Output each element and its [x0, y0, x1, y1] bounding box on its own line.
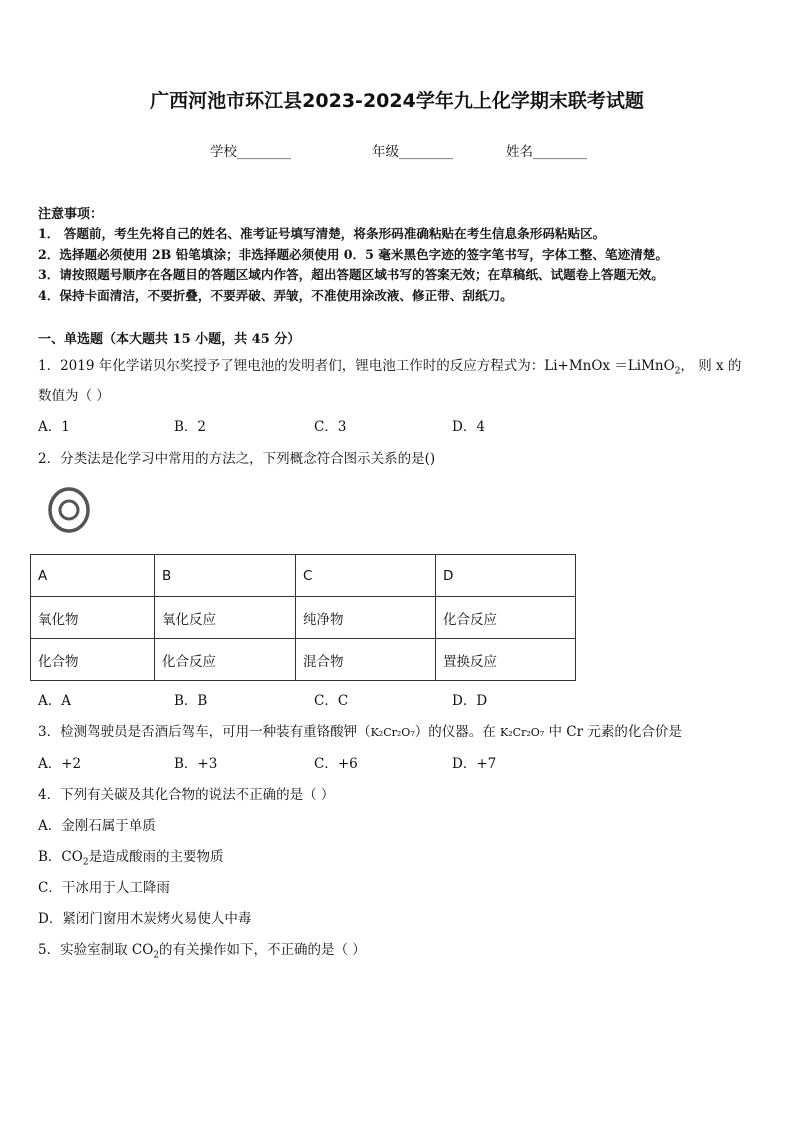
question-1-text-end: ， 则 x 的 [680, 358, 742, 374]
note-item: 1． 答题前，考生先将自己的姓名、准考证号填写清楚，将条形码准确粘贴在考生信息条形码粘贴区。 [38, 226, 606, 241]
option-b: B．2 [174, 419, 207, 435]
question-5-text-end: 的有关操作如下，不正确的是（ ） [159, 942, 366, 958]
concentric-circles-figure [46, 486, 92, 534]
option-b: B．B [174, 693, 208, 709]
note-item: 3．请按照题号顺序在各题目的答题区域内作答，超出答题区域书写的答案无效；在草稿纸、试题卷上答题无效。 [38, 267, 664, 282]
question-3 [38, 720, 682, 740]
table-cell: 化合反应 [436, 597, 576, 639]
option-c: C．+6 [314, 756, 358, 772]
page-title: 广西河池市环江县2023-2024学年九上化学期末联考试题 [150, 90, 644, 112]
question-5-subscript: 2 [153, 950, 160, 961]
question-3-text-mid: ）的仪器。在 [414, 724, 501, 740]
question-2: 2．分类法是化学习中常用的方法之，下列概念符合图示关系的是() [38, 451, 436, 467]
option-d: D．紧闭门窗用木炭烤火易使人中毒 [38, 911, 252, 927]
table-cell: D [436, 555, 576, 597]
table-row [31, 597, 576, 639]
option-c: C．3 [314, 419, 347, 435]
option-b-text-end: 是造成酸雨的主要物质 [88, 849, 224, 865]
option-a: A．金刚石属于单质 [38, 818, 156, 834]
table-cell: C [296, 555, 436, 597]
option-b-subscript: 2 [82, 857, 89, 868]
table-cell: 化合物 [31, 639, 155, 681]
section-heading: 一、单选题（本大题共 15 小题，共 45 分） [38, 332, 301, 347]
option-b [38, 845, 224, 868]
question-1 [38, 354, 741, 377]
table-cell: 置换反应 [436, 639, 576, 681]
option-d: D．4 [452, 419, 485, 435]
table-cell: 化合反应 [155, 639, 296, 681]
table-cell: 氧化反应 [155, 597, 296, 639]
option-a: A．+2 [38, 756, 82, 772]
options-table [30, 554, 576, 681]
note-item: 4．保持卡面清洁，不要折叠，不要弄破、弄皱，不准使用涂改液、修正带、刮纸刀。 [38, 288, 513, 303]
question-5 [38, 938, 366, 961]
table-cell: 纯净物 [296, 597, 436, 639]
option-c: C．C [314, 693, 349, 709]
table-cell: A [31, 555, 155, 597]
question-5-text: 5．实验室制取 CO [38, 942, 154, 958]
option-d: D．+7 [452, 756, 497, 772]
option-a: A．1 [38, 419, 70, 435]
question-1-text: 1．2019 年化学诺贝尔奖授予了锂电池的发明者们，锂电池工作时的反应方程式为：Li+MnOx ＝LiMnO [38, 358, 675, 374]
table-cell: 混合物 [296, 639, 436, 681]
question-4: 4．下列有关碳及其化合物的说法不正确的是（ ） [38, 787, 335, 803]
question-1-line2: 数值为（ ） [38, 388, 110, 404]
table-row [31, 639, 576, 681]
option-d: D．D [452, 693, 488, 709]
table-row [31, 555, 576, 597]
grade-field: 年级________ [372, 144, 453, 160]
formula-potassium-dichromate: K₂Cr₂O₇ [500, 726, 545, 739]
option-b-text: B．CO [38, 849, 83, 865]
option-b: B．+3 [174, 756, 218, 772]
option-c: C．干冰用于人工降雨 [38, 880, 170, 896]
option-a: A．A [38, 693, 71, 709]
note-item: 2．选择题必须使用 2B 铅笔填涂；非选择题必须使用 0．5 毫米黑色字迹的签字笔书写，字体工整、笔迹清楚。 [38, 247, 668, 262]
question-1-subscript: 2 [674, 366, 681, 377]
school-field: 学校________ [210, 144, 291, 160]
question-3-text-end: 中 Cr 元素的化合价是 [544, 724, 682, 740]
table-cell: B [155, 555, 296, 597]
question-3-text: 3．检测驾驶员是否酒后驾车，可用一种装有重铬酸钾（ [38, 724, 371, 740]
formula-potassium-dichromate: K₂Cr₂O₇ [370, 726, 415, 739]
table-cell: 氧化物 [31, 597, 155, 639]
notes-heading: 注意事项： [38, 207, 104, 222]
name-field: 姓名________ [506, 144, 587, 160]
